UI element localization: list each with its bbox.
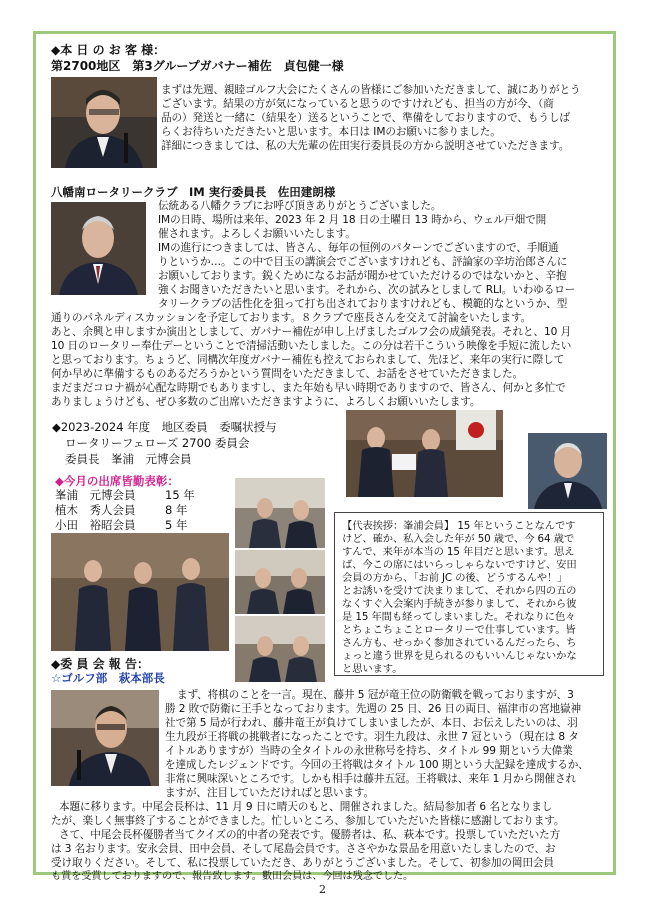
attendance-row (55, 503, 195, 518)
attendance-years: 5 年 (165, 518, 188, 532)
sada-para-f1: 通りのパネルディスカッションを予定しております。８クラブで座長さんを交えて討論をいたします。 (51, 312, 532, 324)
committee-para-f4: は 3 名おります。安永会員、田中会員、そして尾島会員です。ささやかな景品を用意いたしましたので、お (51, 843, 556, 855)
sada-para-f4: と思っております。ちょうど、同構次年度ガバナー補佐も控えておられまして、先ほど、来年の実行に際して (51, 354, 565, 366)
sada-para-f6: まだまだコロナ禍が心配な時期でもありますし、また年始も早い時期でありますので、皆さん、何かと多忙で (51, 382, 566, 394)
attendance-years: 8 年 (165, 503, 188, 517)
sada-para-f3: 10 日のロータリー奉仕デーということで清掃活動いたしました。この分は若干こういう映像を手短に流したい (51, 340, 572, 352)
minoura-photo (528, 433, 607, 509)
sada-para-f2: あと、余興と申しますか演出としまして、ガバナー補佐が申し上げましたゴルフ会の成績発表。それと、10 月 (51, 326, 572, 338)
callout-line: 会員の方から、「お前 JC の後、どうするんや！」 (342, 572, 568, 584)
attendance-heading (55, 473, 179, 489)
attendance-heading-text: ◆今月の出席皆勤表彰： (55, 474, 179, 488)
guest-para-5: 詳細につきましては、私の大先輩の佐田実行委員長の方から説明させていただきます。 (161, 140, 570, 152)
committee-para-f6: も賞を受賞しておりますので、報告致します。數田会員は、今回は残念でした。 (51, 871, 414, 882)
guest-para-1: まずは先週、親睦ゴルフ大会にたくさんの皆様にご参加いただきまして、誠にありがとう (161, 84, 581, 96)
committee-para-r2: 勝 2 敗で防衛に王手となっております。先週の 25 日、26 日の両日、福津市の宮地嶽神 (165, 703, 581, 715)
sada-para-r3: 催されます。よろしくお願いいたします。 (158, 228, 356, 240)
attendance-row (55, 488, 195, 503)
callout-line: とお誘いを受けて決まりまして、それから四の五の (342, 585, 577, 597)
attendance-list (55, 488, 195, 533)
award-line-1: ◆2023-2024 年度 地区委員 委嘱状授与 (52, 420, 277, 434)
callout-line: けど、確か、私入会した年が 50 歳で、今 64 歳で (342, 533, 575, 545)
guest-para-2: ございます。結果の方が気になっていると思うのですけれども、担当の方が今、（商 (161, 98, 554, 110)
attendance-row (55, 518, 195, 533)
committee-para-r1: まず、将棋のことを一言。現在、藤井 5 冠が竜王位の防衛戦を戦っておりますが、3 (177, 689, 574, 701)
attendance-photo-1 (235, 478, 325, 548)
committee-para-r6: を達成したレジェンドです。今回の王将戦はタイトル 100 期という大記録を達成するか、 (165, 759, 589, 771)
guest-para-4: らくお待ちいただきたいと思います。本日は IMのお願いに参りました。 (161, 126, 501, 138)
sada-para-r1: 伝統ある八幡クラブにお呼び頂きありがとうございました。 (158, 200, 442, 212)
representative-speech-box (334, 512, 604, 676)
callout-line: ば、今この席にはいらっしゃらないですけど、安田 (342, 559, 577, 571)
committee-para-r8: ますが、注目していただければと思います。 (165, 787, 375, 799)
callout-line: 【代表挨拶：峯浦会員】 15 年ということなんです (342, 520, 576, 532)
golf-committee-label: ☆ゴルフ部 萩本部長 (51, 671, 165, 685)
award-line-3: 委員長 峯浦 元博会員 (65, 452, 192, 466)
hagimoto-photo (51, 690, 159, 786)
attendance-group-photo (51, 533, 229, 651)
committee-heading: ◆委 員 会 報 告： (51, 657, 149, 671)
committee-sub (51, 670, 165, 686)
callout-line: 是 15 年間も経ってしまいました。それなりに色々 (342, 611, 576, 623)
callout-line: とちょこちょことロータリーで仕事しています。皆 (342, 624, 576, 636)
sada-photo (51, 202, 146, 295)
sada-para-r6: お願いしております。鋭くためになるお話が聞かせていただけるのではないかと、辛抱 (158, 270, 567, 282)
callout-line: すんで、来年が本当の 15 年目だと思います。思え (342, 546, 575, 558)
sada-para-r2: IMの日時、場所は来年、2023 年 2 月 18 日の土曜日 13 時から、ウェル戸畑で開 (158, 214, 547, 226)
guest-photo (51, 77, 157, 168)
attendance-name: 小田 裕昭会員 (55, 518, 136, 532)
attendance-name: 植木 秀人会員 (55, 503, 136, 517)
award-photo (346, 410, 503, 497)
sada-para-r4: IMの進行につきましては、皆さん、毎年の恒例のパターンでございますので、手順通 (158, 242, 559, 254)
committee-para-f2: たが、楽しく無事終了することができました。忙しいところ、参加していただいた皆様に感謝しております。 (51, 815, 565, 827)
attendance-photo-3 (235, 616, 325, 682)
attendance-name: 峯浦 元博会員 (55, 488, 136, 502)
callout-line: と思います。 (342, 663, 403, 675)
committee-para-r3: 社で第 5 局が行われ、藤井竜王が負けてしまいましたが、本日、お伝えしたいのは、羽 (165, 717, 578, 729)
callout-line: なくすぐ入会案内手続きが参りまして、それから彼 (342, 598, 577, 610)
attendance-years: 15 年 (165, 488, 195, 502)
committee-para-r4: 生九段が王将戦の挑戦者になったことです。羽生九段は、永世 7 冠という（現在は 8 タ (165, 731, 579, 743)
committee-para-f3: さて、中尾会長杯優勝者当てクイズの的中者の発表です。優勝者は、私、萩本です。投票していただいた方 (59, 829, 561, 841)
committee-para-f5: 受け取りください。そして、私に投票していただき、ありがとうございました。そして、初参加の岡田会員 (51, 857, 554, 869)
award-line-2: ロータリーフェローズ 2700 委員会 (65, 436, 250, 450)
sada-para-r7: 強くお聞きいただきたいと思います。それから、次の試みとしまして RLI。いわゆるロー (158, 284, 576, 296)
guest-para-3: 品の）発送と一緒に（結果を）送るということで、準備をしておりますので、もうしば (161, 112, 570, 124)
attendance-photo-2 (235, 550, 325, 614)
guest-subheading: 第2700地区 第3グループガバナー補佐 貞包健一様 (51, 59, 344, 73)
sada-para-r8: タリークラブの活性化を狙って打ち出されておりますけれども、模範的なというか、型 (158, 298, 568, 310)
committee-para-f1: 本題に移ります。中尾会長杯は、11 月 9 日に晴天のもと、開催されました。結局参加者 6 名となりまし (59, 801, 553, 813)
sada-para-f5: 何か早めに準備するものあるだろうかという質問をいただきまして、お話をさせていただきました。 (51, 368, 524, 380)
page-number: 2 (319, 883, 326, 896)
committee-para-r7: 非常に興味深いところです。しかも相手は藤井五冠。王将戦は、来年 1 月から開催され (165, 773, 576, 785)
sada-para-r5: りというか…。この中で目玉の講演会でございますけれども、評論家の辛坊治郎さんに (158, 256, 568, 268)
sada-para-f7: ありましょうけども、ぜひ多数のご出席いただきますように、よろしくお願いいたします。 (51, 396, 481, 408)
guest-heading: ◆本 日 の お 客 様： (51, 43, 166, 57)
sada-subheading: 八幡南ロータリークラブ IM 実行委員長 佐田建朗様 (51, 185, 336, 199)
callout-line: ょっと違う世界を見られるのもいいんじゃないかな (342, 650, 577, 662)
callout-line: さん方も、せっかく参加されているんだったら、ち (342, 637, 577, 649)
committee-para-r5: イトルありますが）当時の全タイトルの永世称号を持ち、タイトル 99 期という大偉業 (165, 745, 573, 757)
